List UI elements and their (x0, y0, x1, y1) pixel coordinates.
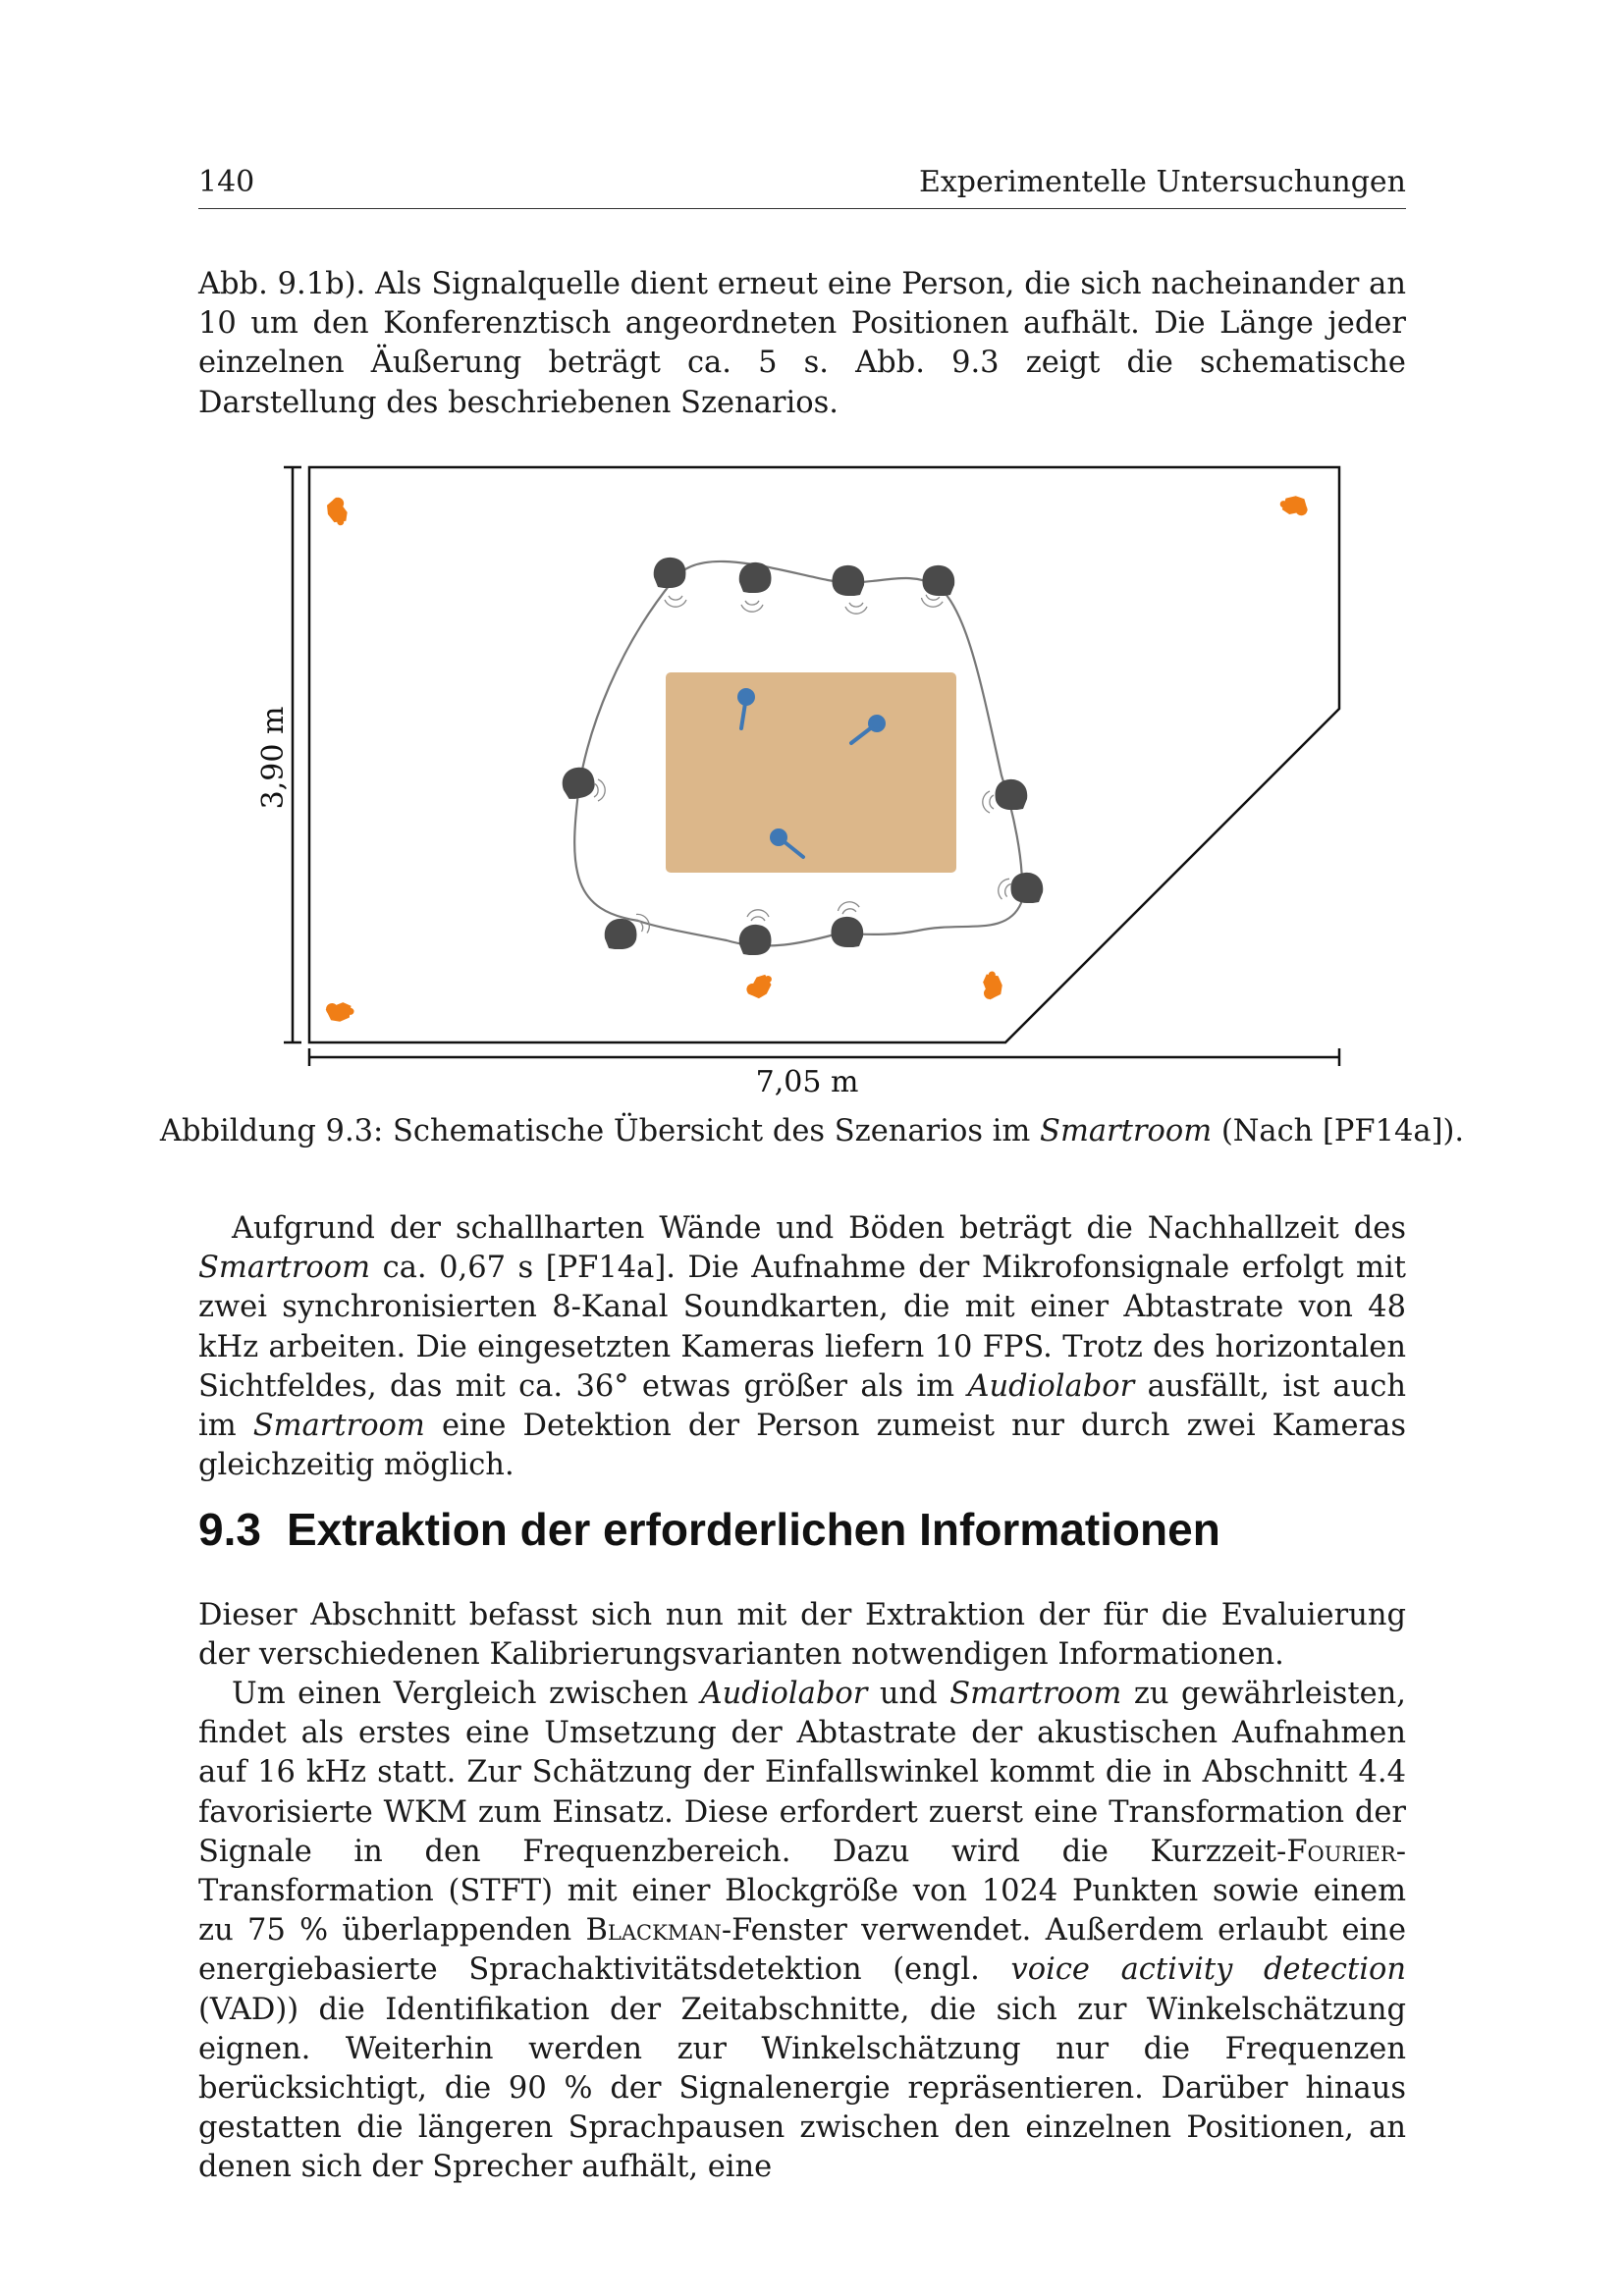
camera (1278, 491, 1312, 523)
speaker-head (739, 925, 772, 955)
paragraph-section-intro: Dieser Abschnitt befasst sich nun mit der Extraktion der für die Evaluierung der verschiedenen Kalibrierungsvarianten notwendigen Informationen. (198, 1598, 1406, 1673)
speaker-head (654, 558, 686, 588)
height-label: 3,90 m (256, 706, 291, 810)
speaker-head (739, 562, 772, 593)
speaker-head (923, 565, 955, 596)
caption-prefix: Abbildung 9.3: Schematische Übersicht des Szenarios im (159, 1114, 1031, 1148)
speaker-head (832, 917, 864, 947)
speaker-head (605, 919, 637, 949)
italic-term: Audiolabor (967, 1368, 1135, 1404)
paragraph-intro: Abb. 9.1b). Als Signalquelle dient erneut eine Person, die sich nacheinander an 10 um den Konferenztisch angeordneten Positionen aufhält. Die Länge jeder einzelnen Äußerung beträgt ca. 5 s. Abb. 9.3 zeigt die schematische Darstellung des beschriebenen Szenarios. (198, 267, 1406, 420)
conference-table (666, 672, 956, 873)
speaker-head (833, 565, 865, 596)
section-heading (198, 1502, 1406, 1557)
text-run: eine Detektion der Person zumeist nur durch zwei Kameras gleichzeitig möglich. (198, 1409, 1407, 1483)
microphone-head (739, 690, 753, 704)
speaker-head (1011, 873, 1044, 903)
italic-term: Smartroom (949, 1677, 1122, 1711)
text-run: Aufgrund der schallharten Wände und Böden beträgt die Nachhallzeit des (232, 1211, 1406, 1246)
speaker-head (996, 779, 1028, 810)
camera (745, 972, 773, 1000)
text-run: zu gewährleisten, findet als erstes eine Umsetzung der Abtastrate der akustischen Aufnahmen auf 16 kHz statt. Zur Schätzung der Einfallswinkel kommt die in Abschnitt 4.4 favorisierte WKM zum Einsatz. Diese erfordert zuerst eine Transformation der Signale in den Frequenzbereich. Dazu wird die Kurzzeit- (198, 1677, 1407, 1869)
small-caps-name: Blackman (585, 1913, 722, 1949)
text-run: -Transformation (STFT) mit einer Blockgröße von 1024 Punkten sowie einem zu 75 % überlappenden (198, 1834, 1406, 1949)
italic-term: Smartroom (252, 1409, 425, 1444)
microphone-head (772, 830, 785, 844)
text-run: ausfällt, ist auch im (198, 1368, 1406, 1444)
camera (974, 969, 1007, 1003)
text-run: (VAD)) die Identifikation der Zeitabschnitte, die sich zur Winkelschätzung eignen. Weiterhin werden zur Winkelschätzung nur die Frequenzen berücksichtigt, die 90 % der Signalenergie repräsentieren. Darüber hinaus gestatten die längeren Sprachpausen zwischen den einzelnen Positionen, an denen sich der Sprecher aufhält, eine (198, 1992, 1406, 2185)
text-run: -Fenster verwendet. Außerdem erlaubt eine energiebasierte Sprachaktivitätsdetektion (engl. (198, 1913, 1406, 1988)
camera (322, 993, 356, 1027)
smartroom-diagram (255, 452, 1375, 1119)
italic-term: voice activity detection (1010, 1952, 1406, 1988)
paragraph-method (198, 1675, 1406, 2188)
width-dimension (309, 1048, 1339, 1066)
text-run: und (879, 1677, 938, 1711)
page-header (198, 165, 1406, 209)
page-number: 140 (198, 165, 255, 199)
width-label: 7,05 m (755, 1065, 859, 1099)
italic-term: Audiolabor (700, 1677, 868, 1711)
small-caps-name: Fourier (1286, 1834, 1396, 1869)
caption-room-name: Smartroom (1040, 1114, 1213, 1148)
italic-term: Smartroom (198, 1251, 371, 1286)
microphone-head (870, 717, 884, 730)
figure-caption (147, 1112, 1477, 1151)
figure-smartroom (255, 452, 1375, 1119)
text-run: Um einen Vergleich zwischen (232, 1677, 689, 1711)
paragraph-reverberation (198, 1209, 1406, 1485)
camera (321, 494, 354, 527)
running-title: Experimentelle Untersuchungen (918, 165, 1406, 199)
section-number: 9.3 (198, 1504, 261, 1555)
text-run: ca. 0,67 s [PF14a]. Die Aufnahme der Mikrofonsignale erfolgt mit zwei synchronisierten 8-Kanal Soundkarten, die mit einer Abtastrate von 48 kHz arbeiten. Die eingesetzten Kameras liefern 10 FPS. Trotz des horizontalen Sichtfeldes, das mit ca. 36° etwas größer als im (198, 1251, 1406, 1404)
section-title: Extraktion der erforderlichen Informationen (286, 1504, 1220, 1555)
caption-suffix: (Nach [PF14a]). (1220, 1114, 1465, 1148)
speaker-head (560, 765, 597, 800)
